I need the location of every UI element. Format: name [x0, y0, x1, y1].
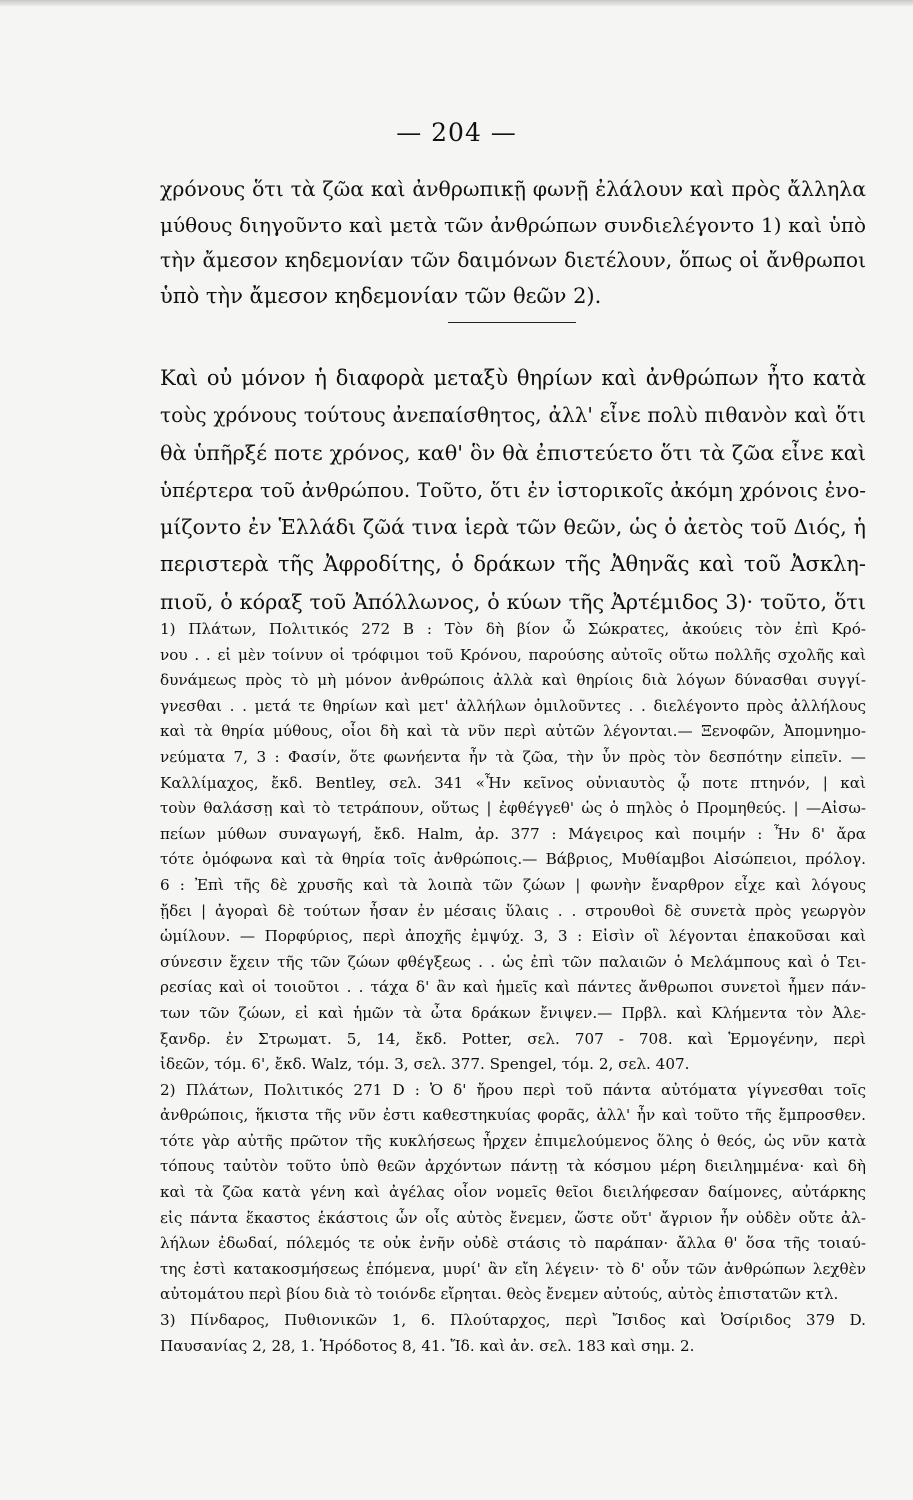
footnote-line: 3) Πίνδαρος, Πυθιονικῶν 1, 6. Πλούταρχος, περὶ Ἴσιδος καὶ Ὀσίριδος 379 D. — [160, 1311, 866, 1330]
footnote-line: καὶ τὰ θηρία μύθους, οἷοι δὴ καὶ τὰ νῦν περὶ αὐτῶν λέγονται.— Ξενοφῶν, Ἀπομνημο- — [160, 722, 866, 741]
footnote-line: πείων μύθων συναγωγή, ἔκδ. Halm, ἀρ. 377 : Μάγειρος καὶ ποιμήν : Ἦν δ' ἄρα — [160, 824, 866, 843]
text-line: τὴν ἄμεσον κηδεμονίαν τῶν δαιμόνων διετέλουν, ὅπως οἱ ἄνθρωποι — [160, 248, 866, 272]
footnote-line: ἰδεῶν, τόμ. 6', ἔκδ. Walz, τόμ. 3, σελ. 377. Spengel, τόμ. 2, σελ. 407. — [160, 1055, 690, 1074]
footnote-line: ξανδρ. ἐν Στρωματ. 5, 14, ἔκδ. Potter, σελ. 707 - 708. καὶ Ἑρμογένην, περὶ — [160, 1029, 866, 1048]
text-line: ὑπέρτερα τοῦ ἀνθρώπου. Τοῦτο, ὅτι ἐν ἱστορικοῖς ἀκόμη χρόνοις ἐνο- — [160, 478, 866, 502]
footnote-line: δυνάμεως πρὸς τὸ μὴ μόνον ἀνθρώποις ἀλλὰ καὶ θηρίοις διὰ λόγων δύνασθαι συγγί- — [160, 671, 866, 690]
intro-paragraph — [160, 172, 866, 314]
footnote-line: Καλλίμαχος, ἔκδ. Bentley, σελ. 341 «Ἦν κεῖνος οὐνιαυτὸς ᾧ ποτε πτηνόν, | καὶ — [160, 773, 866, 792]
text-line: μύθους διηγοῦντο καὶ μετὰ τῶν ἀνθρώπων συνδιελέγοντο 1) καὶ ὑπὸ — [160, 212, 866, 237]
text-line: θὰ ὑπῆρξέ ποτε χρόνος, καθ' ὃν θὰ ἐπιστεύετο ὅτι τὰ ζῶα εἶνε καὶ — [160, 440, 866, 465]
footnote-line: σύνεσιν ἔχειν τῆς τῶν ζώων φθέγξεως . . ὡς ἐπὶ τῶν παλαιῶν ὁ Μελάμπους καὶ ὁ Τει- — [160, 952, 866, 971]
footnote-line: ᾔδει | ἀγοραὶ δὲ τούτων ἦσαν ἐν μέσαις ὕλαις . . στρουθοὶ δὲ συνετὰ πρὸς γεωργὸν — [160, 901, 866, 920]
section-divider — [448, 322, 576, 323]
footnotes — [160, 617, 866, 1359]
footnote-line: ἀνθρώποις, ἥκιστα τῆς νῦν ἐστι καθεστηκυίας φορᾶς, ἀλλ' ἦν καὶ τοῦτο τῆς ἔμπροσθεν. — [160, 1106, 866, 1125]
footnote-line: νεύματα 7, 3 : Φασίν, ὅτε φωνήεντα ἦν τὰ ζῶα, τὴν ὗν πρὸς τὸν δεσπότην εἰπεῖν. — — [160, 747, 866, 766]
footnote-line: αὐτομάτου περὶ βίου διὰ τὸ τοιόνδε εἴρηται. θεὸς ἔνεμεν αὐτούς, αὐτὸς ἐπιστατῶν κτλ. — [160, 1285, 839, 1304]
footnote-line: τοὺν θαλάσσῃ καὶ τὸ τετράπουν, οὕτως | ἐφθέγγεθ' ὡς ὁ πηλὸς ὁ Προμηθεύς. | —Αἰσω- — [160, 799, 866, 818]
footnote-line: ρεσίας καὶ οἱ τοιοῦτοι . . τάχα δ' ἂν καὶ ἡμεῖς καὶ πάντες ἄνθρωποι συνετοὶ ἦμεν πάν- — [160, 978, 866, 997]
text-line: τοὺς χρόνους τούτους ἀνεπαίσθητος, ἀλλ' εἶνε πολὺ πιθανὸν καὶ ὅτι — [160, 403, 866, 428]
text-line: ὑπὸ τὴν ἄμεσον κηδεμονίαν τῶν θεῶν 2). — [160, 283, 602, 308]
footnote-line: 6 : Ἐπὶ τῆς δὲ χρυσῆς καὶ τὰ λοιπὰ τῶν ζώων | φωνὴν ἔναρθρον εἶχε καὶ λόγους — [160, 875, 866, 894]
footnote-line: των τῶν ζώων, εἰ καὶ ἡμῶν τὰ ὦτα δράκων ἔνιψεν.— Πρβλ. καὶ Κλήμεντα τὸν Ἀλε- — [160, 1003, 866, 1022]
footnote-line: νου . . εἰ μὲν τοίνυν οἱ τρόφιμοι τοῦ Κρόνου, παρούσης αὐτοῖς οὕτω πολλῆς σχολῆς καὶ — [160, 645, 866, 664]
footnote-line: 1) Πλάτων, Πολιτικός 272 B : Τὸν δὴ βίον ὦ Σώκρατες, ἀκούεις τὸν ἐπὶ Κρό- — [160, 620, 866, 638]
footnote-line: λήλων ἐδωδαί, πόλεμός τε οὐκ ἐνῆν οὐδὲ στάσις τὸ παράπαν· ἄλλα θ' ὅσα τῆς τοιαύ- — [160, 1234, 866, 1253]
footnote-line: Παυσανίας 2, 28, 1. Ἡρόδοτος 8, 41. Ἴδ. καὶ ἀν. σελ. 183 καὶ σημ. 2. — [160, 1336, 695, 1355]
footnote-line: καὶ τὰ ζῶα κατὰ γένη καὶ ἀγέλας οἷον νομεῖς θεῖοι διειλήφεσαν δαίμονες, αὐτάρκης — [160, 1183, 866, 1202]
page-top-edge — [0, 0, 913, 6]
footnote-line: τόπους ταὐτὸν τοῦτο ὑπὸ θεῶν ἀρχόντων πάντῃ τὰ κόσμου μέρη διειλημμένα· καὶ δὴ — [160, 1157, 866, 1176]
footnote-line: της ἐστὶ κατακοσμήσεως ἑπόμενα, μυρί' ἂν εἴη λέγειν· τὸ δ' οὖν τῶν ἀνθρώπων λεχθὲν — [160, 1259, 866, 1278]
text-line: πιοῦ, ὁ κόραξ τοῦ Ἀπόλλωνος, ὁ κύων τῆς Ἀρτέμιδος 3)· τοῦτο, ὅτι — [160, 589, 866, 614]
main-paragraph — [160, 360, 866, 621]
text-line: μίζοντο ἐν Ἑλλάδι ζῶά τινα ἱερὰ τῶν θεῶν, ὡς ὁ ἀετὸς τοῦ Διός, ἡ — [160, 515, 866, 540]
footnote-line: τότε γὰρ αὐτῆς πρῶτον τῆς κυκλήσεως ἦρχεν ἐπιμελούμενος ὅλης ὁ θεός, ὡς νῦν κατὰ — [160, 1131, 866, 1150]
footnote-line: τότε ὁμόφωνα καὶ τὰ θηρία τοῖς ἀνθρώποις.— Βάβριος, Μυθίαμβοι Αἰσώπειοι, πρόλογ. — [160, 850, 866, 869]
footnote-line: εἰς πάντα ἕκαστος ἑκάστοις ὧν οἷς αὐτὸς ἔνεμεν, ὥστε οὔτ' ἄγριον ἦν οὐδὲν οὔτε ἀλ- — [160, 1208, 866, 1227]
footnote-line: ὡμίλουν. — Πορφύριος, περὶ ἀποχῆς ἐμψύχ. 3, 3 : Εἰσὶν οἳ λέγονται ἐπακοῦσαι καὶ — [160, 927, 866, 946]
footnote-line: 2) Πλάτων, Πολιτικός 271 D : Ὁ δ' ἤρου περὶ τοῦ πάντα αὐτόματα γίγνεσθαι τοῖς — [160, 1080, 866, 1099]
page-number: — 204 — — [396, 118, 517, 147]
text-line: περιστερὰ τῆς Ἀφροδίτης, ὁ δράκων τῆς Ἀθηνᾶς καὶ τοῦ Ἀσκλη- — [160, 552, 866, 577]
footnote-line: γνεσθαι . . μετά τε θηρίων καὶ μετ' ἀλλήλων ὁμιλοῦντες . . διελέγοντο πρὸς ἀλλήλους — [160, 696, 866, 715]
text-line: χρόνους ὅτι τὰ ζῶα καὶ ἀνθρωπικῇ φωνῇ ἐλάλουν καὶ πρὸς ἄλληλα — [160, 177, 866, 201]
text-line: Καὶ οὐ μόνον ἡ διαφορὰ μεταξὺ θηρίων καὶ ἀνθρώπων ἦτο κατὰ — [160, 366, 866, 390]
